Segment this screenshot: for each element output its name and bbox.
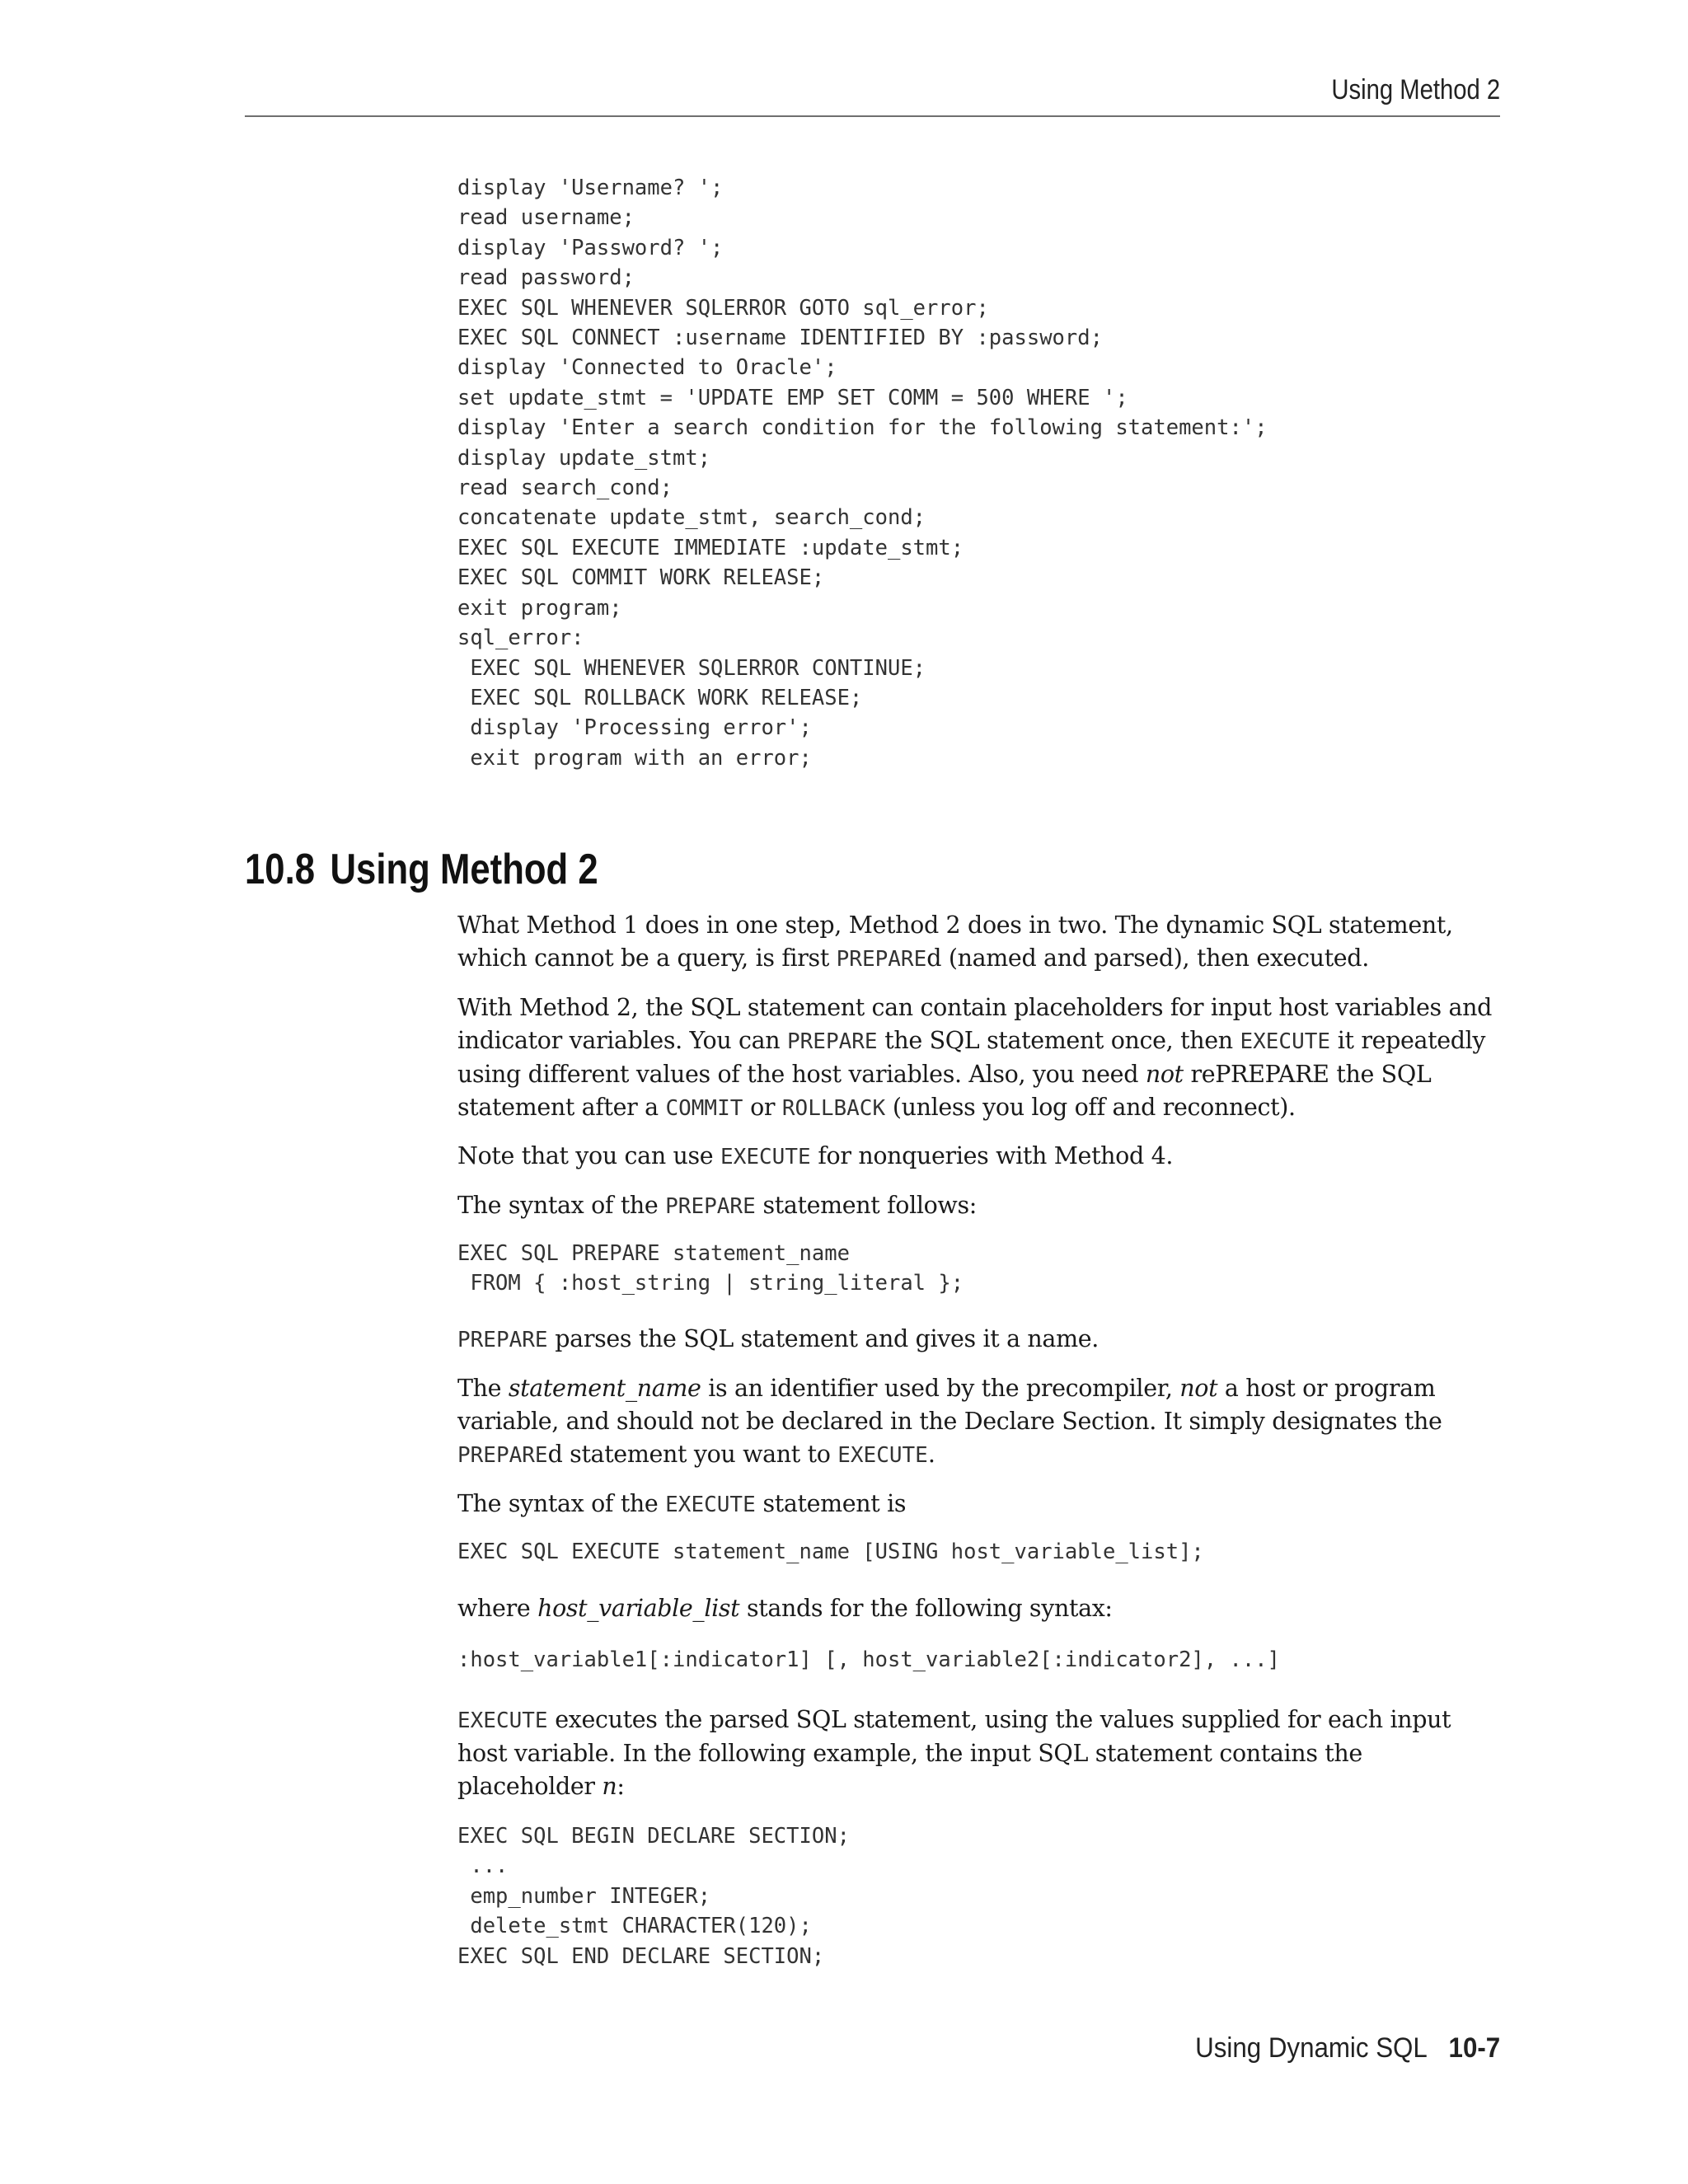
paragraph-execute-description [457,1704,1500,1803]
text-run: rePREPARE the SQL statement after a [457,1061,1432,1121]
inline-code: EXECUTE [1240,1029,1331,1054]
text-run: The syntax of the [457,1192,666,1219]
paragraph [457,1488,1500,1521]
inline-code: EXECUTE [837,1443,928,1468]
paragraph [457,991,1500,1125]
code-line: exit program; [457,595,622,621]
emphasis: not [1179,1375,1218,1402]
code-block-declare-section [457,1821,1500,1971]
text-run: The syntax of the [457,1490,666,1517]
text-run: parses the SQL statement and gives it a name. [547,1325,1099,1352]
code-line: display 'Processing error'; [457,715,812,741]
code-line: FROM { :host_string | string_literal }; [457,1271,964,1296]
code-line: :host_variable1[:indicator1] [, host_variable2[:indicator2], ...] [457,1647,1280,1672]
text-run: Note that you can use [457,1142,721,1169]
emphasis: n [602,1773,617,1800]
paragraph [457,1704,1500,1803]
code-line: EXEC SQL WHENEVER SQLERROR GOTO sql_error; [457,295,989,321]
inline-code: EXECUTE [457,1708,548,1733]
page-number: 10-7 [1448,2032,1500,2064]
code-block [457,173,1500,773]
code-block [457,1645,1500,1675]
text-run: d statement you want to [547,1441,838,1468]
inline-code: EXECUTE [665,1493,756,1517]
code-line: concatenate update_stmt, search_cond; [457,505,926,531]
emphasis: host_variable_list [537,1595,740,1622]
inline-code: EXECUTE [720,1145,811,1169]
text-run: The [457,1375,509,1402]
code-line: read password; [457,265,635,291]
code-block-execute-syntax [457,1537,1500,1567]
running-footer [1195,2032,1500,2064]
text-run: (unless you log off and reconnect). [885,1094,1296,1121]
text-run: : [617,1773,625,1800]
text-run: where [457,1595,538,1622]
code-line: EXEC SQL END DECLARE SECTION; [457,1943,825,1969]
code-line: EXEC SQL ROLLBACK WORK RELEASE; [457,685,863,710]
inline-code: COMMIT [665,1096,743,1121]
text-run: stands for the following syntax: [739,1595,1113,1622]
code-line: display 'Enter a search condition for the following statement:'; [457,415,1268,441]
code-line: read username; [457,205,635,231]
section-number: 10.8 [245,846,316,893]
text-run: a host or program variable, and should not be declared in the Declare Section. It simply designates the [457,1375,1442,1435]
code-line: EXEC SQL CONNECT :username IDENTIFIED BY :password; [457,326,1103,351]
inline-code: PREPARE [836,947,927,972]
code-block [457,1239,1500,1299]
text-run: the SQL statement once, then [877,1027,1240,1054]
running-header-title: Using Method 2 [1331,74,1500,105]
section-heading [245,845,598,894]
code-line: delete_stmt CHARACTER(120); [457,1914,812,1939]
code-line: emp_number INTEGER; [457,1883,711,1909]
text-run: What Method 1 does in one step, Method 2 does in two. The dynamic SQL statement, which cannot be a query, is first [457,912,1453,972]
code-block-host-variable-syntax [457,1645,1500,1675]
code-line: display 'Password? '; [457,235,724,260]
inline-code: PREPARE [787,1029,878,1054]
text-run: it repeatedly using different values of the host variables. Also, you need [457,1027,1486,1088]
inline-code: PREPARE [457,1328,548,1352]
inline-code: PREPARE [457,1443,548,1468]
running-header [245,68,1500,117]
code-line: EXEC SQL WHENEVER SQLERROR CONTINUE; [457,655,926,681]
paragraph-intro [457,909,1500,976]
text-run: statement is [755,1490,907,1517]
paragraph-host-variable-list [457,1592,1500,1625]
section-title: Using Method 2 [330,846,598,893]
text-run: statement follows: [755,1192,978,1219]
code-line: EXEC SQL EXECUTE statement_name [USING host_variable_list]; [457,1540,1204,1564]
paragraph-prepare-description [457,1323,1500,1357]
code-line: EXEC SQL PREPARE statement_name [457,1241,850,1266]
emphasis: statement_name [508,1375,701,1402]
code-line: sql_error: [457,626,584,651]
paragraph-execute-syntax-intro [457,1488,1500,1521]
inline-code: PREPARE [665,1194,756,1219]
paragraph-prepare-syntax-intro [457,1189,1500,1223]
text-run: . [927,1441,935,1468]
code-line: display 'Username? '; [457,176,724,200]
inline-code: ROLLBACK [781,1096,886,1121]
paragraph-statement-name [457,1372,1500,1472]
code-line: set update_stmt = 'UPDATE EMP SET COMM = 500 WHERE '; [457,385,1128,410]
paragraph [457,1189,1500,1223]
code-block-prepare-syntax [457,1239,1500,1299]
text-run: executes the parsed SQL statement, using the values supplied for each input host variable. In the following example, the input SQL statement contains the placeholder [457,1706,1451,1800]
code-line: read search_cond; [457,476,673,501]
code-line: EXEC SQL BEGIN DECLARE SECTION; [457,1824,850,1849]
paragraph-method4-note [457,1140,1500,1174]
code-line: EXEC SQL COMMIT WORK RELEASE; [457,565,825,591]
text-run: d (named and parsed), then executed. [926,944,1369,972]
paragraph-placeholders [457,991,1500,1125]
paragraph [457,1323,1500,1357]
code-line: ... [457,1854,509,1879]
paragraph [457,1140,1500,1174]
code-block [457,1537,1500,1567]
text-run: for nonqueries with Method 4. [810,1142,1174,1169]
footer-chapter-title: Using Dynamic SQL [1195,2032,1428,2064]
code-line: exit program with an error; [457,745,812,771]
paragraph [457,909,1500,976]
code-line: display 'Connected to Oracle'; [457,355,837,381]
code-block-login-example [457,173,1500,773]
text-run: With Method 2, the SQL statement can contain placeholders for input host variables and indicator variables. You can [457,994,1492,1054]
code-line: display update_stmt; [457,445,711,471]
emphasis: not [1145,1061,1184,1088]
text-run: or [743,1094,782,1121]
paragraph [457,1372,1500,1472]
code-block [457,1821,1500,1971]
paragraph [457,1592,1500,1625]
text-run: is an identifier used by the precompiler, [701,1375,1180,1402]
code-line: EXEC SQL EXECUTE IMMEDIATE :update_stmt; [457,535,964,560]
